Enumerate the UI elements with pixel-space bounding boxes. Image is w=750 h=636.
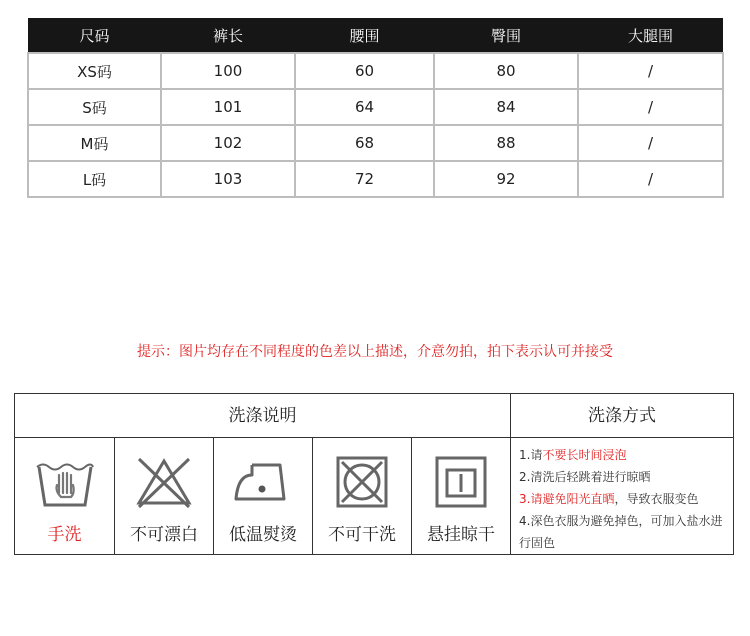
care-instructions-title: 洗涤说明 <box>228 406 297 426</box>
care-item-label: 悬挂晾干 <box>427 525 495 545</box>
size-table <box>27 18 724 198</box>
cell-thigh: / <box>578 89 723 125</box>
line-dry-icon <box>432 453 490 511</box>
list-item: 2.清洗后轻跳着进行晾晒 <box>519 470 651 484</box>
cell-hip: 88 <box>434 125 578 161</box>
no-bleach-icon <box>131 453 197 511</box>
list-item: 1.请不要长时间浸泡 <box>519 448 627 462</box>
cell-thigh: / <box>578 125 723 161</box>
care-method-list <box>519 444 729 554</box>
care-item-label: 低温熨烫 <box>229 525 297 545</box>
cell-waist: 60 <box>295 53 434 89</box>
care-item-no-dry-clean <box>313 438 411 555</box>
table-row <box>28 53 723 89</box>
table-row <box>28 125 723 161</box>
list-item: 4.深色衣服为避免掉色，可加入盐水进行固色 <box>519 514 723 550</box>
table-row <box>28 161 723 197</box>
cell-waist: 72 <box>295 161 434 197</box>
no-dry-clean-icon <box>333 453 391 511</box>
cell-hip: 92 <box>434 161 578 197</box>
care-item-label: 手洗 <box>47 525 82 545</box>
header-waist: 腰围 <box>295 18 434 53</box>
color-difference-tip: 提示：图片均存在不同程度的色差以上描述，介意勿拍，拍下表示认可并接受 <box>137 344 613 360</box>
care-table <box>14 393 734 555</box>
cell-waist: 68 <box>295 125 434 161</box>
care-item-no-bleach <box>115 438 213 555</box>
cell-size: XS码 <box>28 53 161 89</box>
header-size: 尺码 <box>28 18 161 53</box>
table-row <box>28 89 723 125</box>
cell-waist: 64 <box>295 89 434 125</box>
care-item-hand-wash <box>15 438 114 555</box>
care-item-label: 不可漂白 <box>130 525 198 545</box>
cell-thigh: / <box>578 53 723 89</box>
header-length: 裤长 <box>161 18 295 53</box>
cell-length: 100 <box>161 53 295 89</box>
cell-size: M码 <box>28 125 161 161</box>
low-iron-icon <box>230 453 296 511</box>
cell-thigh: / <box>578 161 723 197</box>
header-thigh: 大腿围 <box>578 18 723 53</box>
care-item-low-iron <box>214 438 312 555</box>
care-item-label: 不可干洗 <box>328 525 396 545</box>
cell-length: 101 <box>161 89 295 125</box>
cell-hip: 84 <box>434 89 578 125</box>
cell-length: 102 <box>161 125 295 161</box>
header-hip: 臀围 <box>434 18 578 53</box>
care-method-title: 洗涤方式 <box>588 406 656 426</box>
cell-size: S码 <box>28 89 161 125</box>
cell-size: L码 <box>28 161 161 197</box>
size-table-header <box>28 18 723 53</box>
care-item-line-dry <box>412 438 510 555</box>
cell-length: 103 <box>161 161 295 197</box>
hand-wash-icon <box>33 453 97 511</box>
list-item: 3.请避免阳光直晒，导致衣服变色 <box>519 492 699 506</box>
cell-hip: 80 <box>434 53 578 89</box>
